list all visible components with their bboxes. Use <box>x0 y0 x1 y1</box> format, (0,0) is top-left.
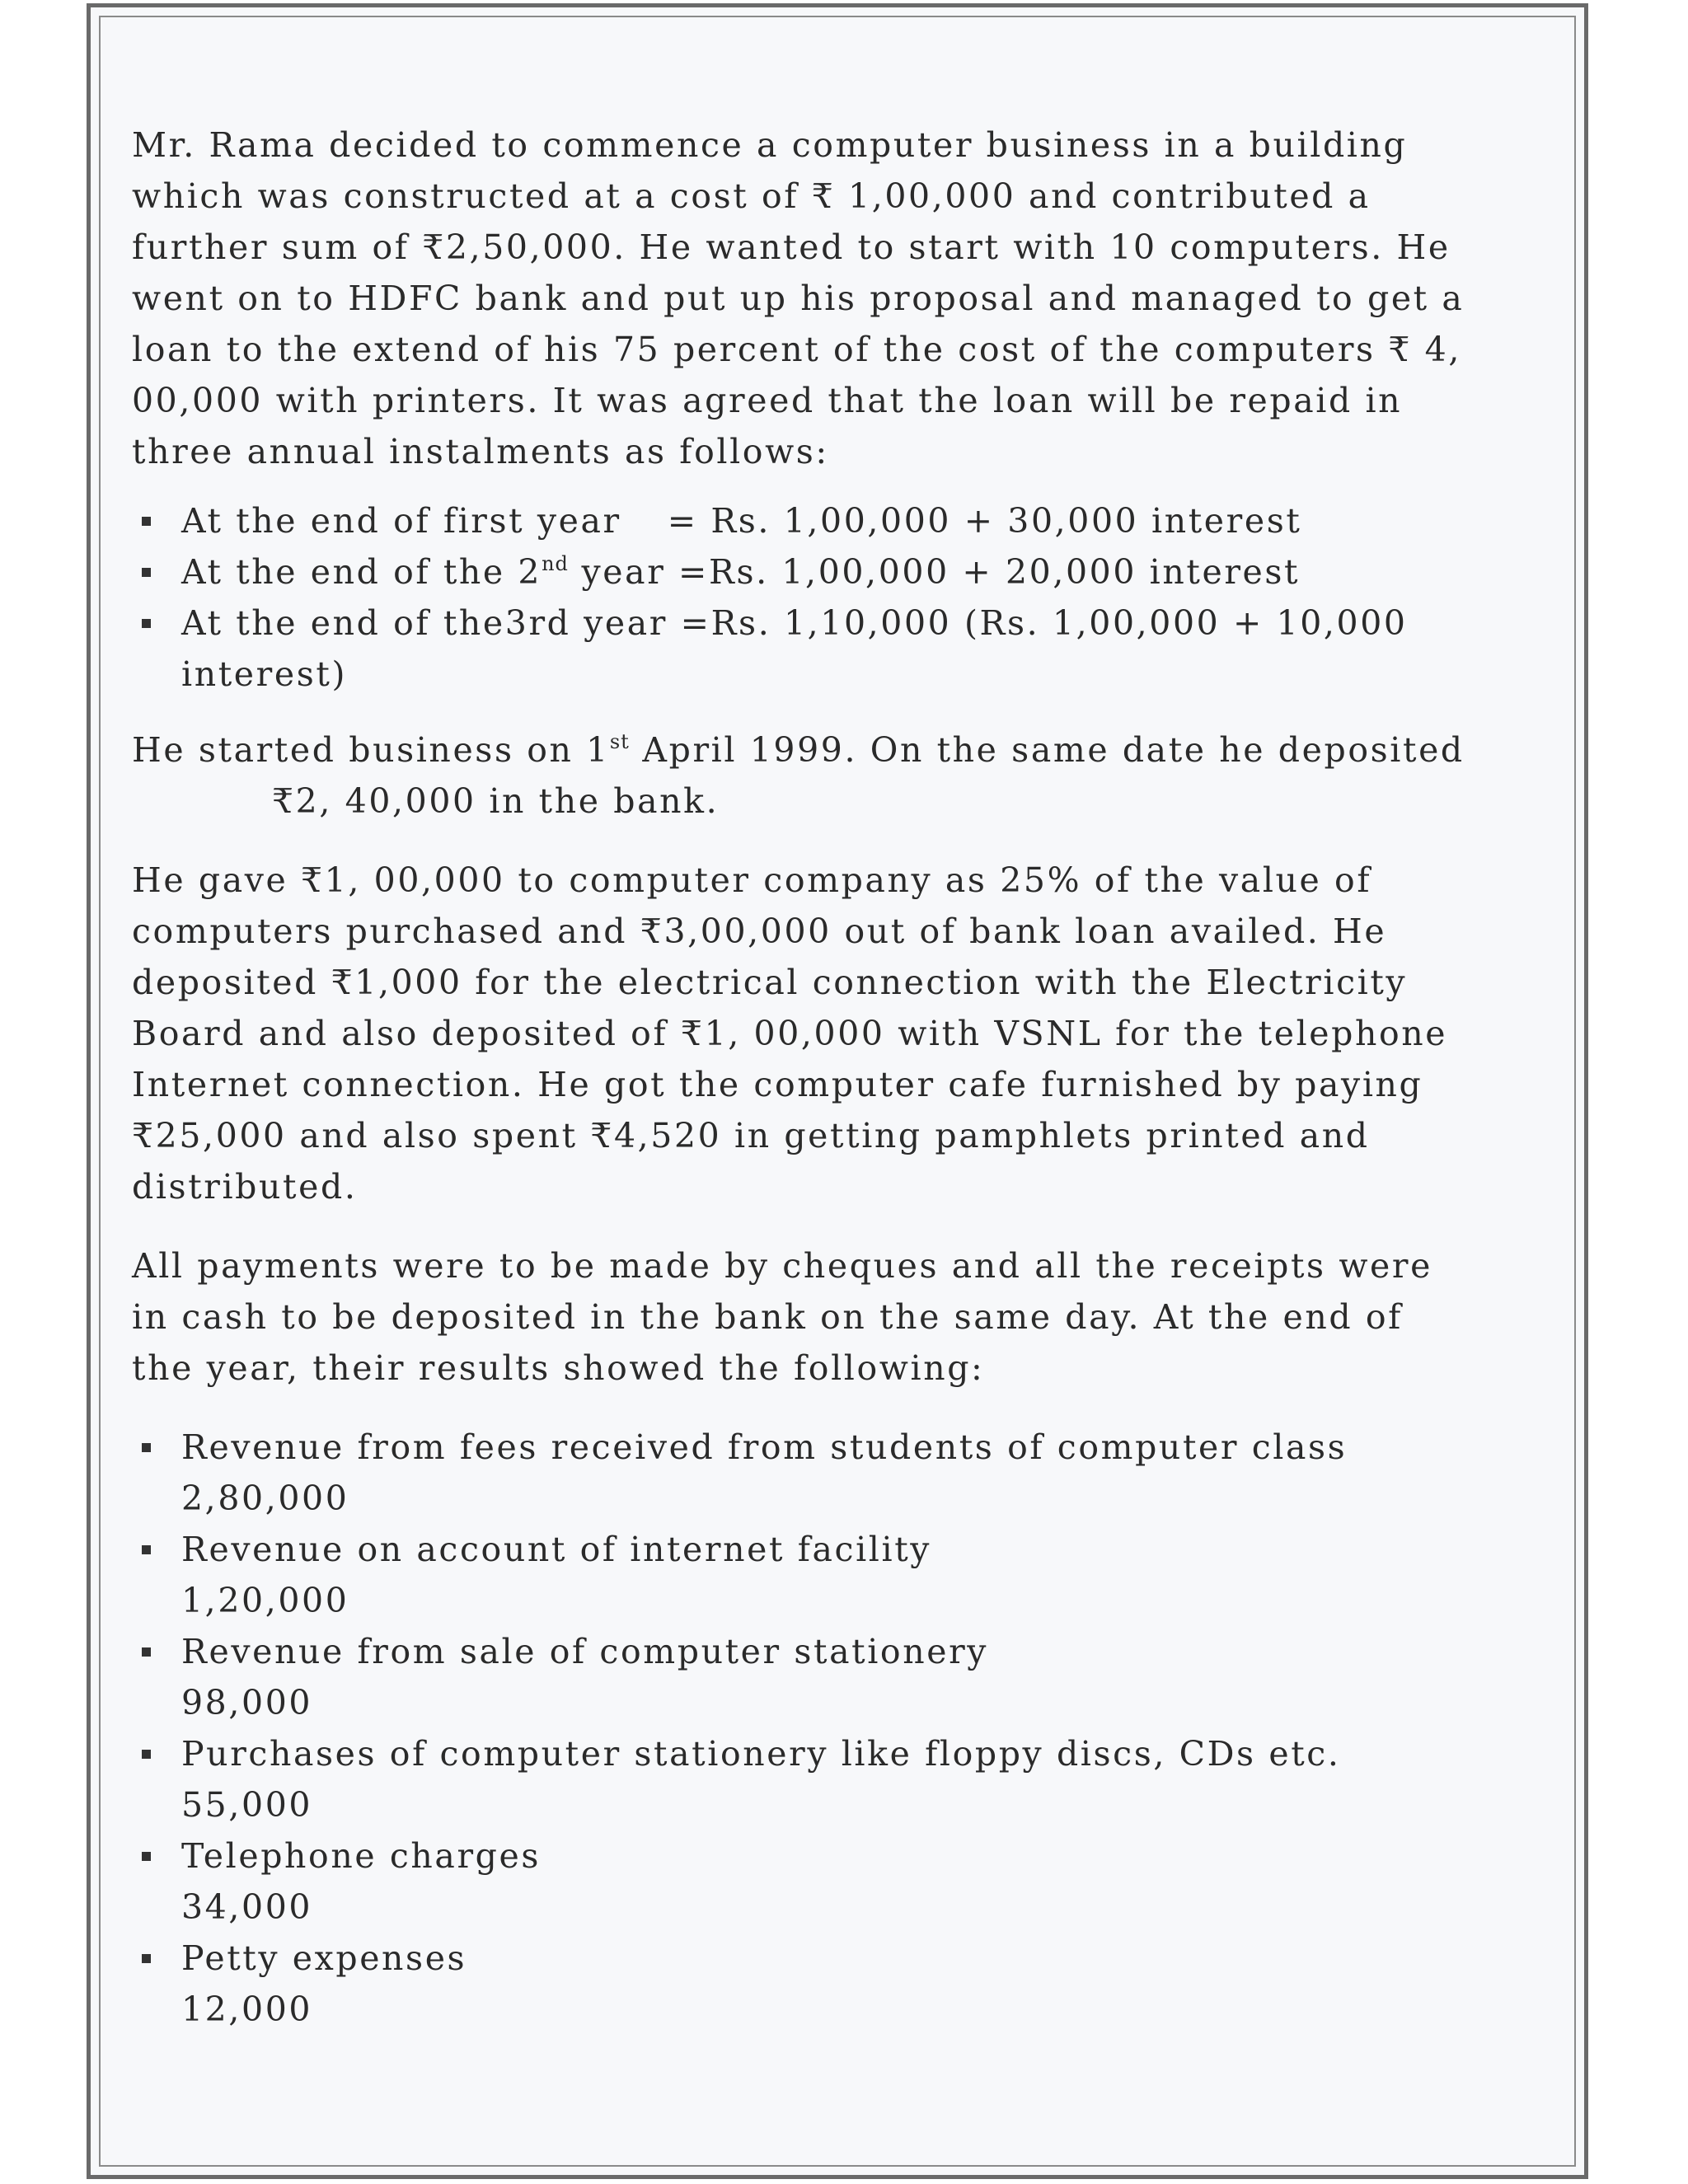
bullet-icon <box>142 1443 151 1452</box>
instalment-3-text: At the end of the3rd year =Rs. 1,10,000 (Rs. 1,00,000 + 10,000 interest) <box>181 603 1408 694</box>
bullet-icon <box>142 1954 151 1963</box>
bullet-icon <box>142 568 151 577</box>
result-amount: 2,80,000 <box>181 1479 349 1518</box>
ordinal-suffix: nd <box>542 552 569 575</box>
instalment-2-amount: year =Rs. 1,00,000 + 20,000 interest <box>568 552 1301 592</box>
list-item <box>132 1830 1467 1933</box>
instalment-1-label: At the end of first year <box>181 501 621 541</box>
bullet-icon <box>142 1647 151 1657</box>
result-amount: 55,000 <box>181 1785 313 1825</box>
ordinal-suffix: st <box>609 730 630 753</box>
payments-paragraph: He gave ₹1, 00,000 to computer company as 25% of the value of computers purchased and ₹3,00,000 out of bank loan availed. He deposited ₹1,000 for the electrical connection with the Electricity Board and also deposited of ₹1, 00,000 with VSNL for the telephone Internet connection. He got the computer cafe furnished by paying ₹25,000 and also spent ₹4,520 in getting pamphlets printed and distributed. <box>132 860 1448 1207</box>
list-item <box>132 1626 1467 1728</box>
result-label: Revenue from fees received from students of computer class <box>181 1427 1348 1467</box>
result-amount: 1,20,000 <box>181 1581 349 1620</box>
instalment-1-amount: = Rs. 1,00,000 + 30,000 interest <box>667 501 1302 541</box>
list-item <box>132 1422 1467 1524</box>
instalment-2-label: At the end of the 2 <box>181 552 542 592</box>
instalment-list <box>132 495 1467 700</box>
result-amount: 98,000 <box>181 1683 313 1722</box>
result-label: Revenue on account of internet facility <box>181 1530 932 1569</box>
result-label: Revenue from sale of computer stationery <box>181 1632 989 1671</box>
bullet-icon <box>142 619 151 628</box>
list-item <box>132 1933 1467 2035</box>
list-item <box>132 1728 1467 1830</box>
bullet-icon <box>142 1750 151 1759</box>
bullet-icon <box>142 517 151 526</box>
intro-paragraph: Mr. Rama decided to commence a computer business in a building which was constructed at a cost of ₹ 1,00,000 and contributed a further sum of ₹2,50,000. He wanted to start with 10 computers. He went on to HDFC bank and put up his proposal and managed to get a loan to the extend of his 75 percent of the cost of the computers ₹ 4, 00,000 with printers. It was agreed that the loan will be repaid in three annual instalments as follows: <box>132 125 1465 471</box>
list-item <box>132 546 1467 598</box>
result-amount: 12,000 <box>181 1990 313 2029</box>
result-label: Purchases of computer stationery like floppy discs, CDs etc. <box>181 1734 1341 1774</box>
result-amount: 34,000 <box>181 1887 313 1927</box>
result-label: Petty expenses <box>181 1938 467 1978</box>
results-intro-paragraph: All payments were to be made by cheques and all the receipts were in cash to be deposited in the bank on the same day. At the end of the year, their results showed the following: <box>132 1246 1432 1388</box>
bullet-icon <box>142 1545 151 1554</box>
document-body <box>132 120 1467 2035</box>
start-paragraph: He started business on 1st April 1999. On the same date he deposited₹2, 40,000 in the bank. <box>132 730 1465 821</box>
bullet-icon <box>142 1852 151 1861</box>
list-item <box>132 1524 1467 1626</box>
list-item <box>132 598 1467 700</box>
result-label: Telephone charges <box>181 1836 542 1876</box>
results-list <box>132 1422 1467 2035</box>
list-item <box>132 495 1467 546</box>
